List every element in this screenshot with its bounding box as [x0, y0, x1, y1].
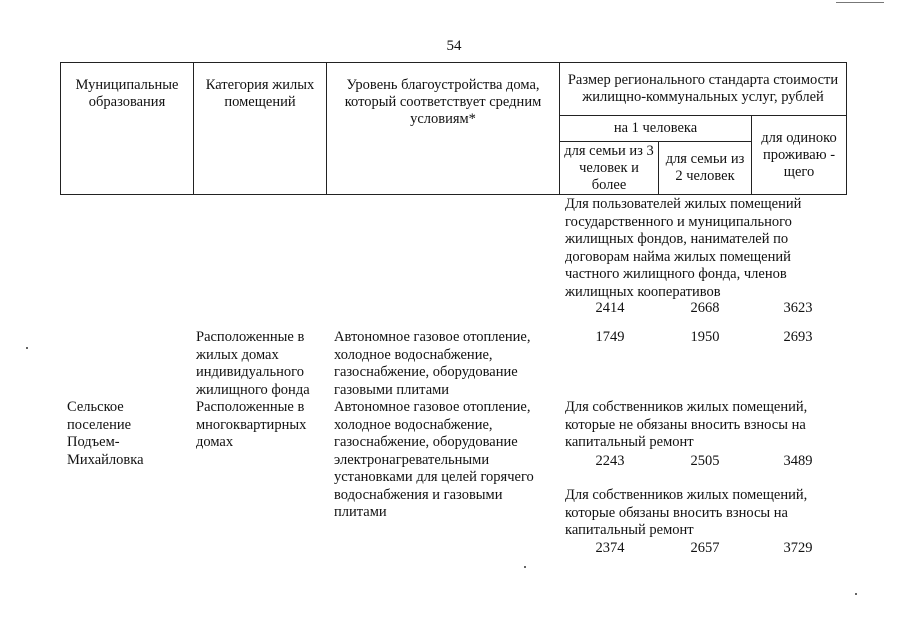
- improvement-level-cell: Автономное газовое отопление, холодное водоснабжение, газоснабжение, оборудование электронагревательными установками для целей горячего водоснабжения и газовыми плитами: [334, 399, 534, 520]
- municipality-cell: Сельское поселение Подъем- Михайловка: [67, 399, 144, 468]
- header-regional-standard: Размер регионального стандарта стоимости жилищно-коммунальных услуг, рублей: [560, 63, 847, 116]
- header-per-person: на 1 человека: [560, 116, 752, 142]
- scan-speck: [26, 347, 28, 349]
- category-cell: Расположенные в жилых домах индивидуального жилищного фонда: [196, 329, 310, 398]
- value-family-2: 2657: [690, 540, 720, 556]
- improvement-level-cell: Автономное газовое отопление, холодное водоснабжение, газоснабжение, оборудование газовыми плитами: [334, 329, 531, 398]
- category-cell: Расположенные в многоквартирных домах: [196, 399, 307, 450]
- value-family-3plus: 2243: [595, 453, 625, 469]
- value-single: 3489: [783, 453, 813, 469]
- scan-speck: [524, 566, 526, 568]
- section-caption: Для собственников жилых помещений, которые обязаны вносить взносы на капитальный ремонт: [565, 487, 808, 538]
- value-family-2: 2505: [690, 453, 720, 469]
- value-family-3plus: 1749: [595, 329, 625, 345]
- header-improvement-level: Уровень благоустройства дома, который соответствует средним условиям*: [327, 63, 560, 195]
- scan-edge-mark: [836, 2, 884, 3]
- value-single: 3729: [783, 540, 813, 556]
- value-single: 3623: [783, 300, 813, 316]
- value-family-3plus: 2414: [595, 300, 625, 316]
- header-municipality: Муниципальные образования: [61, 63, 194, 195]
- value-family-2: 2668: [690, 300, 720, 316]
- scan-speck: [855, 593, 857, 595]
- value-single: 2693: [783, 329, 813, 345]
- value-family-3plus: 2374: [595, 540, 625, 556]
- header-category: Категория жилых помещений: [194, 63, 327, 195]
- page-number: 54: [446, 38, 462, 54]
- header-family-2: для семьи из 2 человек: [659, 142, 752, 195]
- section-caption: Для пользователей жилых помещений государственного и муниципального жилищных фондов, нанимателей по договорам найма жилых помещений частного жилищного фонда, членов жилищных кооперативов: [565, 196, 802, 300]
- header-single: для одиноко проживаю - щего: [752, 116, 847, 195]
- header-family-3plus: для семьи из 3 человек и более: [560, 142, 659, 195]
- table-header: [60, 62, 847, 195]
- section-caption: Для собственников жилых помещений, которые не обязаны вносить взносы на капитальный ремонт: [565, 399, 808, 450]
- value-family-2: 1950: [690, 329, 720, 345]
